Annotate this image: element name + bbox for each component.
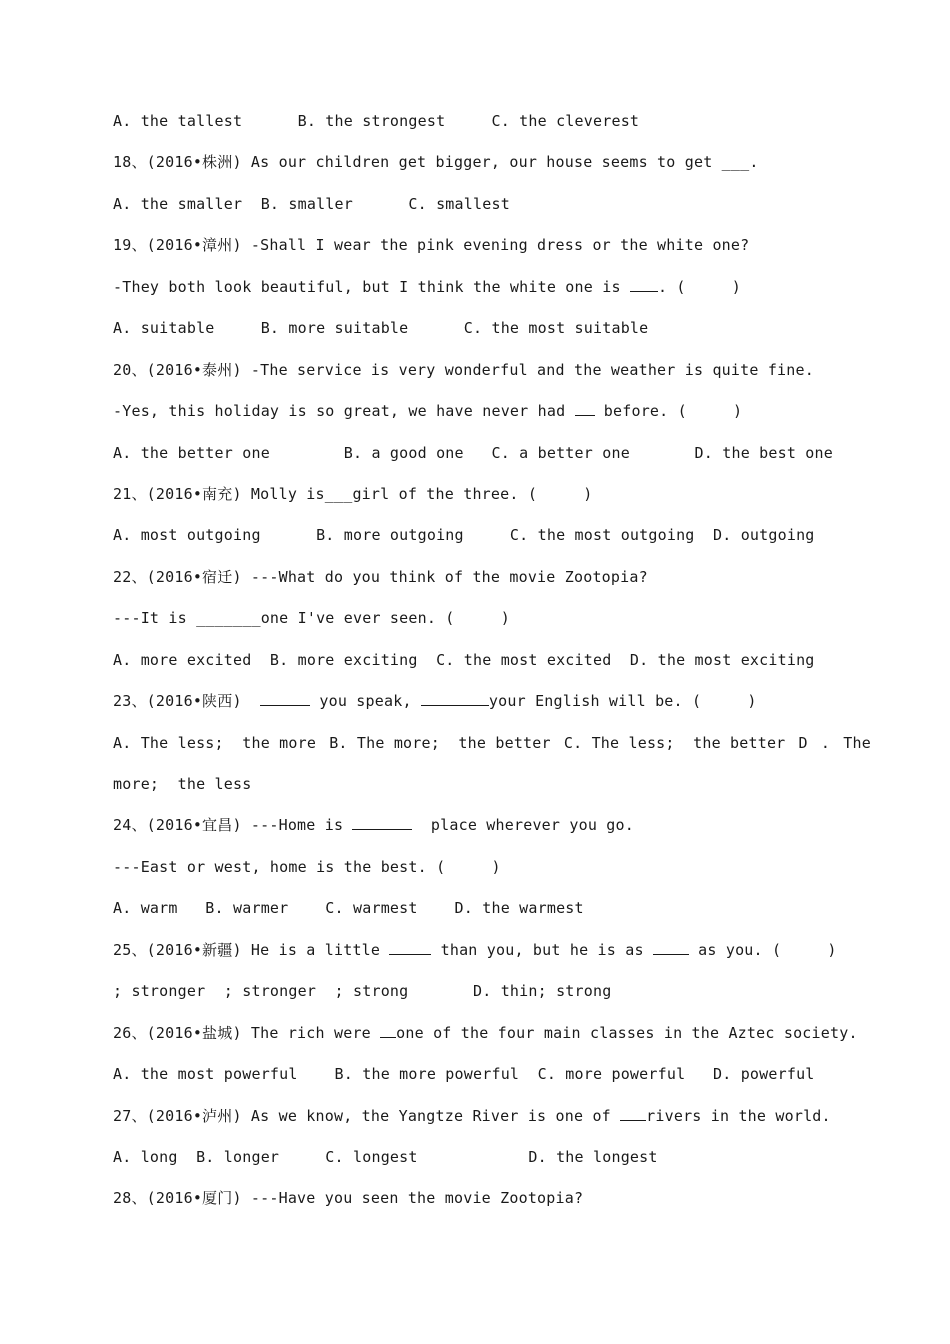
question-27: [113, 1099, 883, 1140]
question-20: 20、(2016•泰州) -The service is very wonderful and the weather is quite fine.: [113, 360, 814, 379]
options-18: A. the smaller B. smaller C. smallest: [113, 194, 510, 213]
answer-blank: [352, 815, 412, 830]
options-21: A. most outgoing B. more outgoing C. the most outgoing D. outgoing: [113, 526, 815, 545]
options-26: A. the most powerful B. the more powerful C. more powerful D. powerful: [113, 1065, 815, 1084]
option-c: C. The less; the better: [563, 733, 786, 752]
text-segment: 27、(2016•泸州) As we know, the Yangtze River is one of: [113, 1106, 621, 1125]
answer-blank: [620, 1106, 646, 1121]
question-19-reply: [113, 270, 883, 311]
options-27: A. long B. longer C. longest D. the longest: [113, 1147, 658, 1166]
question-24-reply: ---East or west, home is the best. ( ): [113, 857, 501, 876]
option-b: B. The more; the better: [329, 733, 551, 752]
answer-blank: [575, 401, 595, 416]
text-segment: one of the four main classes in the Aztec society.: [396, 1023, 858, 1042]
option-a: A. The less; the more: [113, 733, 317, 752]
text-segment: 25、(2016•新疆) He is a little: [113, 940, 390, 959]
worksheet-page: [113, 104, 883, 1223]
answer-blank: [630, 277, 658, 292]
text-segment: . ( ): [657, 277, 742, 296]
options-22: A. more excited B. more exciting C. the most excited D. the most exciting: [113, 650, 815, 669]
answer-blank: [389, 940, 431, 955]
options-23: [113, 726, 871, 767]
question-18: 18、(2016•株洲) As our children get bigger, our house seems to get ___.: [113, 153, 759, 172]
options-17: A. the tallest B. the strongest C. the cleverest: [113, 112, 640, 130]
question-21: 21、(2016•南充) Molly is___girl of the three. ( ): [113, 484, 593, 503]
answer-blank: [653, 940, 689, 955]
answer-blank: [380, 1023, 396, 1038]
text-segment: before. ( ): [594, 402, 743, 421]
options-23-cont: more; the less: [113, 775, 252, 793]
question-26: [113, 1016, 883, 1057]
text-segment: as you. ( ): [688, 940, 837, 959]
question-22: 22、(2016•宿迁) ---What do you think of the movie Zootopia?: [113, 567, 648, 586]
options-25: ; stronger ; stronger ; strong D. thin; strong: [113, 982, 612, 1001]
question-28: 28、(2016•厦门) ---Have you seen the movie Zootopia?: [113, 1189, 584, 1208]
options-24: A. warm B. warmer C. warmest D. the warmest: [113, 899, 584, 918]
option-d-letter: D: [798, 733, 808, 752]
answer-blank: [260, 691, 310, 706]
option-d-dot: .: [820, 733, 831, 752]
text-segment: rivers in the world.: [646, 1106, 831, 1125]
text-segment: than you, but he is as: [431, 940, 653, 959]
text-segment: 23、(2016•陕西): [113, 692, 261, 711]
text-segment: -They both look beautiful, but I think the white one is: [113, 277, 630, 296]
question-25: [113, 933, 883, 974]
option-d-text: The: [843, 733, 871, 752]
question-20-reply: [113, 394, 883, 435]
text-segment: place wherever you go.: [412, 816, 634, 835]
text-segment: your English will be. ( ): [488, 692, 757, 711]
text-segment: 24、(2016•宜昌) ---Home is: [113, 816, 353, 835]
text-segment: 26、(2016•盐城) The rich were: [113, 1023, 381, 1042]
question-22-reply: ---It is _______one I've ever seen. ( ): [113, 609, 510, 628]
text-segment: you speak,: [310, 692, 421, 711]
options-19: A. suitable B. more suitable C. the most suitable: [113, 319, 649, 338]
question-23: [113, 684, 883, 725]
answer-blank: [421, 691, 489, 706]
options-20: A. the better one B. a good one C. a better one D. the best one: [113, 443, 833, 462]
question-19: 19、(2016•漳州) -Shall I wear the pink evening dress or the white one?: [113, 236, 750, 255]
question-24: [113, 808, 883, 849]
text-segment: -Yes, this holiday is so great, we have never had: [113, 402, 575, 421]
